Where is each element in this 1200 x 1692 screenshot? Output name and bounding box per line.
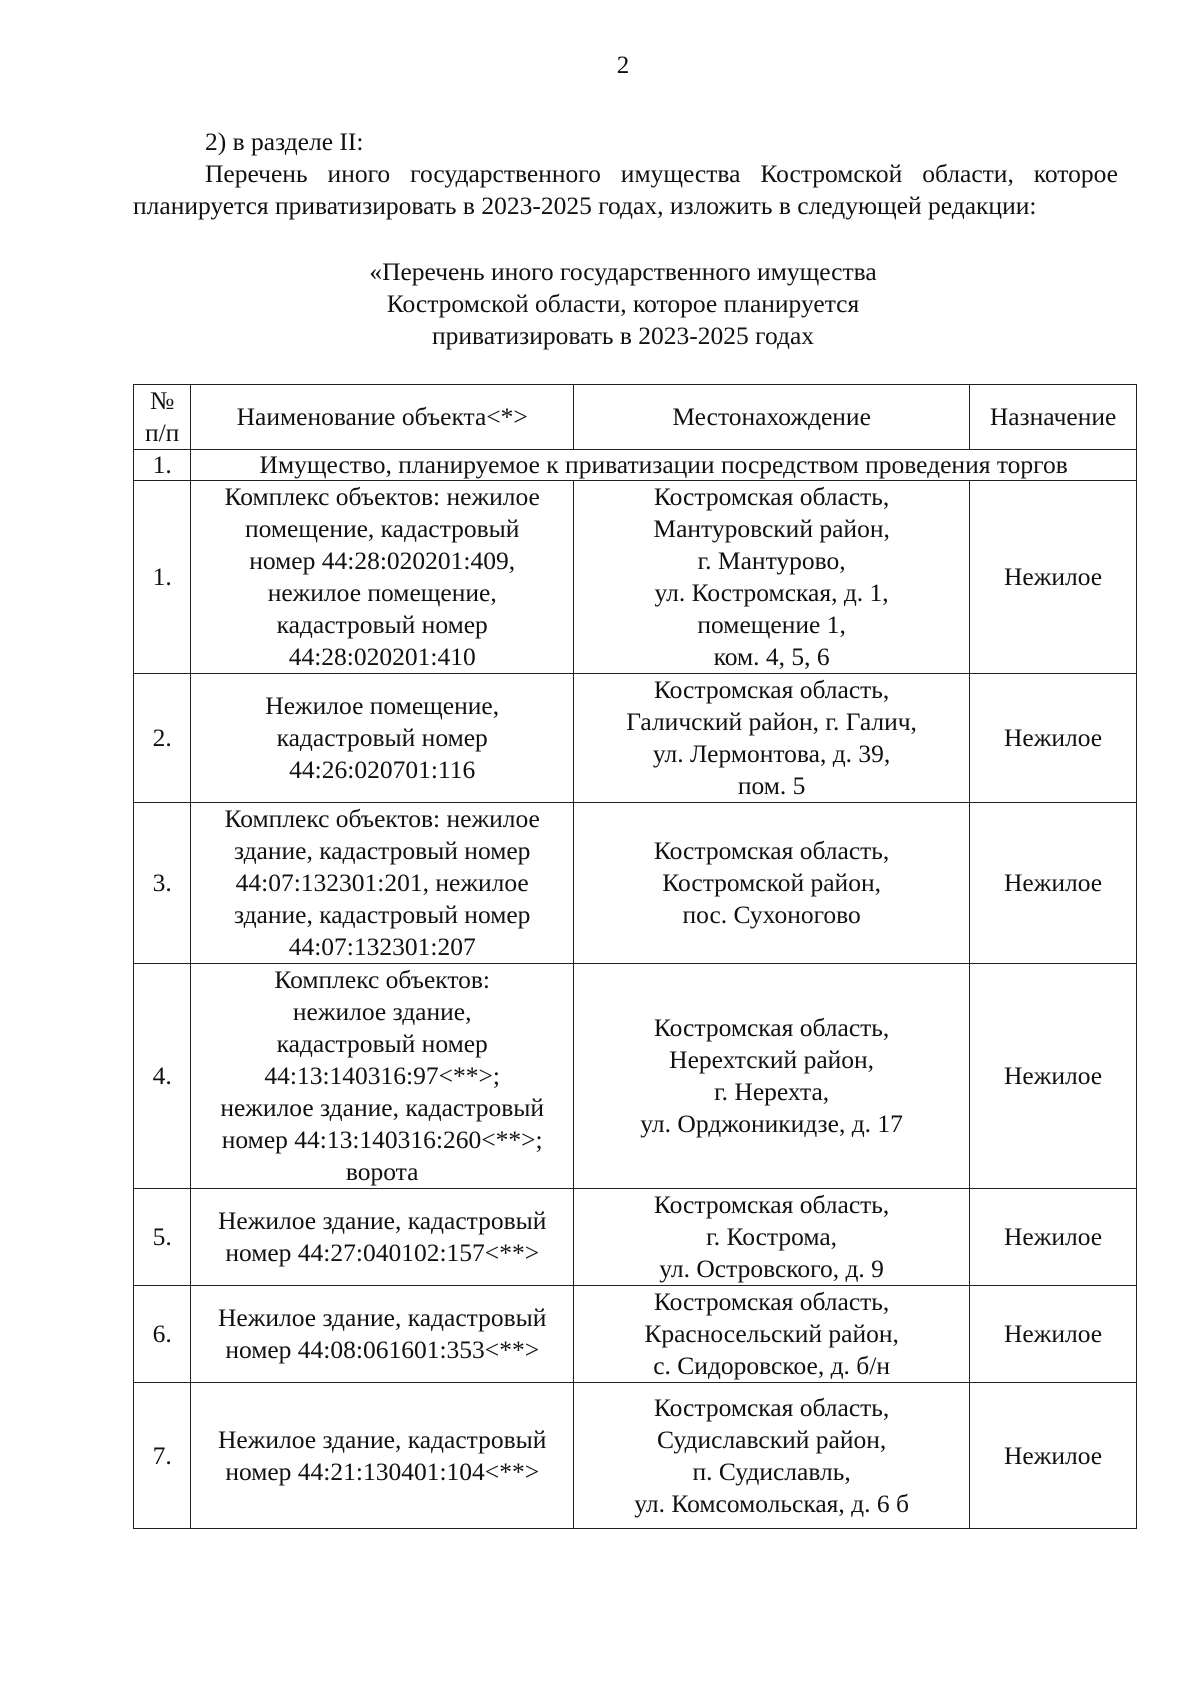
object-name-line: Комплекс объектов: нежилое bbox=[224, 804, 540, 833]
header-name: Наименование объекта<*> bbox=[191, 385, 574, 450]
table-row bbox=[134, 1383, 1137, 1529]
header-location: Местонахождение bbox=[574, 385, 970, 450]
location-line: ул. Островского, д. 9 bbox=[659, 1254, 884, 1283]
header-num-line-2: п/п bbox=[144, 418, 180, 447]
row-object-name bbox=[191, 803, 574, 964]
object-name-line: Комплекс объектов: нежилое bbox=[224, 482, 540, 511]
location-line: Мантуровский район, bbox=[653, 514, 890, 543]
location-line: г. Нерехта, bbox=[714, 1077, 830, 1106]
location-line: Нерехтский район, bbox=[669, 1045, 875, 1074]
header-num bbox=[134, 385, 191, 450]
heading-line-2: Костромской области, которое планируется bbox=[386, 289, 860, 318]
object-name-line: 44:07:132301:207 bbox=[288, 932, 476, 961]
location-line: Костромская область, bbox=[653, 1190, 890, 1219]
table-header-row bbox=[134, 385, 1137, 450]
location-line: Галичский район, г. Галич, bbox=[626, 707, 917, 736]
row-object-name bbox=[191, 481, 574, 674]
row-object-name bbox=[191, 964, 574, 1189]
row-object-name bbox=[191, 1189, 574, 1286]
object-name-line: помещение, кадастровый bbox=[245, 514, 520, 543]
list-heading bbox=[0, 256, 1200, 352]
table-row bbox=[134, 1286, 1137, 1383]
table-row bbox=[134, 803, 1137, 964]
object-name-line: номер 44:28:020201:409, bbox=[249, 546, 516, 575]
section-num: 1. bbox=[134, 450, 191, 481]
row-location bbox=[574, 964, 970, 1189]
heading-line-1: «Перечень иного государственного имущества bbox=[369, 257, 877, 286]
row-num: 7. bbox=[134, 1383, 191, 1529]
table-row bbox=[134, 674, 1137, 803]
object-name-line: номер 44:13:140316:260<**>; bbox=[221, 1125, 543, 1154]
location-line: Красносельский район, bbox=[644, 1319, 899, 1348]
row-object-name bbox=[191, 1383, 574, 1529]
intro-paragraph: Перечень иного государственного имущества Костромской области, которое планируется приватизировать в 2023-2025 годах, изложить в следующей редакции: bbox=[133, 159, 1118, 220]
object-name-line: кадастровый номер bbox=[276, 723, 488, 752]
location-line: Костромская область, bbox=[653, 836, 890, 865]
row-location bbox=[574, 1286, 970, 1383]
location-line: пом. 5 bbox=[737, 771, 806, 800]
object-name-line: 44:26:020701:116 bbox=[289, 755, 476, 784]
row-num: 3. bbox=[134, 803, 191, 964]
location-line: Костромская область, bbox=[653, 675, 890, 704]
row-purpose: Нежилое bbox=[970, 1189, 1137, 1286]
object-name-line: Нежилое здание, кадастровый bbox=[217, 1424, 547, 1454]
row-purpose: Нежилое bbox=[970, 1383, 1137, 1529]
row-num: 6. bbox=[134, 1286, 191, 1383]
object-name-line: кадастровый номер bbox=[276, 1029, 488, 1058]
object-name-line: номер 44:08:061601:353<**> bbox=[225, 1335, 540, 1364]
location-line: пос. Сухоногово bbox=[682, 900, 861, 929]
object-name-line: Нежилое здание, кадастровый bbox=[217, 1303, 547, 1332]
row-location bbox=[574, 803, 970, 964]
object-name-line: нежилое здание, bbox=[292, 997, 472, 1026]
object-name-line: здание, кадастровый номер bbox=[233, 900, 531, 929]
header-num-line-1: № bbox=[149, 386, 175, 415]
row-purpose: Нежилое bbox=[970, 964, 1137, 1189]
row-location bbox=[574, 1383, 970, 1529]
object-name-line: нежилое здание, кадастровый bbox=[220, 1093, 545, 1122]
location-line: помещение 1, bbox=[697, 610, 846, 639]
location-line: ул. Орджоникидзе, д. 17 bbox=[640, 1109, 903, 1138]
location-line: ул. Комсомольская, д. 6 б bbox=[634, 1488, 909, 1518]
row-num: 2. bbox=[134, 674, 191, 803]
page-number: 2 bbox=[616, 52, 630, 79]
header-purpose: Назначение bbox=[970, 385, 1137, 450]
location-line: Костромская область, bbox=[653, 1392, 890, 1422]
row-object-name bbox=[191, 674, 574, 803]
object-name-line: 44:07:132301:201, нежилое bbox=[235, 868, 529, 897]
object-name-line: Нежилое здание, кадастровый bbox=[217, 1206, 547, 1235]
section-title: Имущество, планируемое к приватизации посредством проведения торгов bbox=[191, 450, 1137, 481]
object-name-line: Нежилое помещение, bbox=[265, 691, 500, 720]
location-line: Судиславский район, bbox=[656, 1424, 887, 1454]
object-name-line: ворота bbox=[345, 1157, 419, 1186]
row-purpose: Нежилое bbox=[970, 481, 1137, 674]
object-name-line: кадастровый номер bbox=[276, 610, 488, 639]
object-name-line: 44:28:020201:410 bbox=[288, 642, 476, 671]
row-num: 4. bbox=[134, 964, 191, 1189]
row-purpose: Нежилое bbox=[970, 674, 1137, 803]
location-line: ком. 4, 5, 6 bbox=[713, 642, 830, 671]
location-line: ул. Костромская, д. 1, bbox=[654, 578, 889, 607]
location-line: г. Мантурово, bbox=[697, 546, 846, 575]
location-line: ул. Лермонтова, д. 39, bbox=[652, 739, 891, 768]
intro-section-line: 2) в разделе II: bbox=[205, 127, 364, 156]
location-line: г. Кострома, bbox=[706, 1222, 838, 1251]
row-object-name bbox=[191, 1286, 574, 1383]
row-num: 5. bbox=[134, 1189, 191, 1286]
object-name-line: 44:13:140316:97<**>; bbox=[264, 1061, 500, 1090]
heading-line-3: приватизировать в 2023-2025 годах bbox=[431, 321, 815, 350]
object-name-line: здание, кадастровый номер bbox=[233, 836, 531, 865]
location-line: Костромская область, bbox=[653, 1287, 890, 1316]
row-location bbox=[574, 481, 970, 674]
location-line: п. Судиславль, bbox=[692, 1456, 851, 1486]
row-purpose: Нежилое bbox=[970, 1286, 1137, 1383]
row-location bbox=[574, 674, 970, 803]
object-name-line: номер 44:21:130401:104<**> bbox=[225, 1456, 540, 1486]
table-row bbox=[134, 1189, 1137, 1286]
location-line: Костромская область, bbox=[653, 1013, 890, 1042]
table-row bbox=[134, 481, 1137, 674]
section-row bbox=[134, 450, 1137, 481]
row-location bbox=[574, 1189, 970, 1286]
location-line: Костромская область, bbox=[653, 482, 890, 511]
property-table bbox=[133, 384, 1137, 1529]
row-num: 1. bbox=[134, 481, 191, 674]
object-name-line: нежилое помещение, bbox=[267, 578, 497, 607]
location-line: с. Сидоровское, д. б/н bbox=[653, 1351, 891, 1380]
location-line: Костромской район, bbox=[662, 868, 881, 897]
object-name-line: Комплекс объектов: bbox=[274, 965, 490, 994]
object-name-line: номер 44:27:040102:157<**> bbox=[225, 1238, 540, 1267]
table-row bbox=[134, 964, 1137, 1189]
row-purpose: Нежилое bbox=[970, 803, 1137, 964]
